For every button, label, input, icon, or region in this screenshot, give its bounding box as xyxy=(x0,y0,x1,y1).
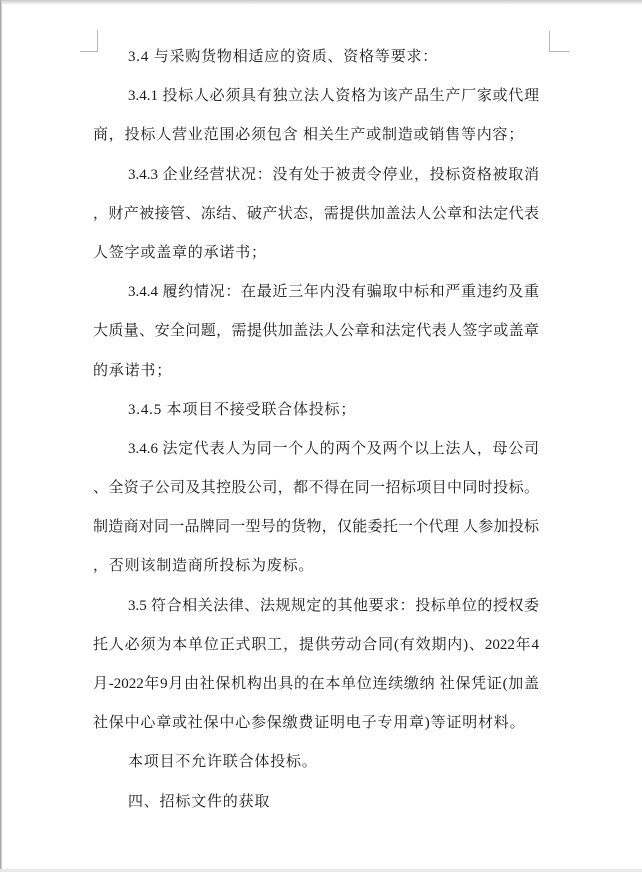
text-line: 四、招标文件的获取 xyxy=(128,793,271,810)
text-line: 月-2022年9月由社保机构出具的在本单位连续缴纳 社保凭证(加盖 xyxy=(93,676,539,692)
text-line: 3.4.3 企业经营状况：没有处于被责令停业，投标资格被取消 xyxy=(128,166,539,183)
text-line: 托人必须为本单位正式职工，提供劳动合同(有效期内)、2022年4 xyxy=(93,636,539,653)
text-line: 人签字或盖章的承诺书； xyxy=(93,244,267,261)
text-line: 、全资子公司及其控股公司，都不得在同一招标项目中同时投标。 xyxy=(93,480,539,497)
text-line: 3.4.4 履约情况：在最近三年内没有骗取中标和严重违约及重 xyxy=(128,284,539,301)
text-line: 3.4.6 法定代表人为同一个人的两个及两个以上法人，母公司 xyxy=(128,440,539,457)
text-line: 社保中心章或社保中心参保缴费证明电子专用章)等证明材料。 xyxy=(93,715,526,732)
page-top-edge xyxy=(0,0,642,5)
text-line: 制造商对同一品牌同一型号的货物，仅能委托一个代理 人参加投标 xyxy=(93,519,539,536)
text-line: 本项目不允许联合体投标。 xyxy=(128,754,318,771)
text-line: ，否则该制造商所投标为废标。 xyxy=(93,558,315,575)
text-line: 3.5 符合相关法律、法规规定的其他要求：投标单位的授权委 xyxy=(128,597,539,614)
document-body[interactable] xyxy=(93,38,539,822)
text-line: 3.4 与采购货物相适应的资质、资格等要求： xyxy=(128,49,439,65)
page-left-edge xyxy=(0,0,2,872)
text-line: 3.4.1 投标人必须具有独立法人资格为该产品生产厂家或代理 xyxy=(128,88,539,105)
text-line: ，财产被接管、冻结、破产状态，需提供加盖法人公章和法定代表 xyxy=(93,205,539,222)
text-line: 的承诺书； xyxy=(93,362,173,379)
text-boundary-mark-top-right xyxy=(549,31,569,52)
text-line: 商，投标人营业范围必须包含 相关生产或制造或销售等内容； xyxy=(93,127,525,144)
text-line: 3.4.5 本项目不接受联合体投标； xyxy=(128,401,357,418)
text-line: 大质量、安全问题，需提供加盖法人公章和法定代表人签字或盖章 xyxy=(93,323,539,340)
